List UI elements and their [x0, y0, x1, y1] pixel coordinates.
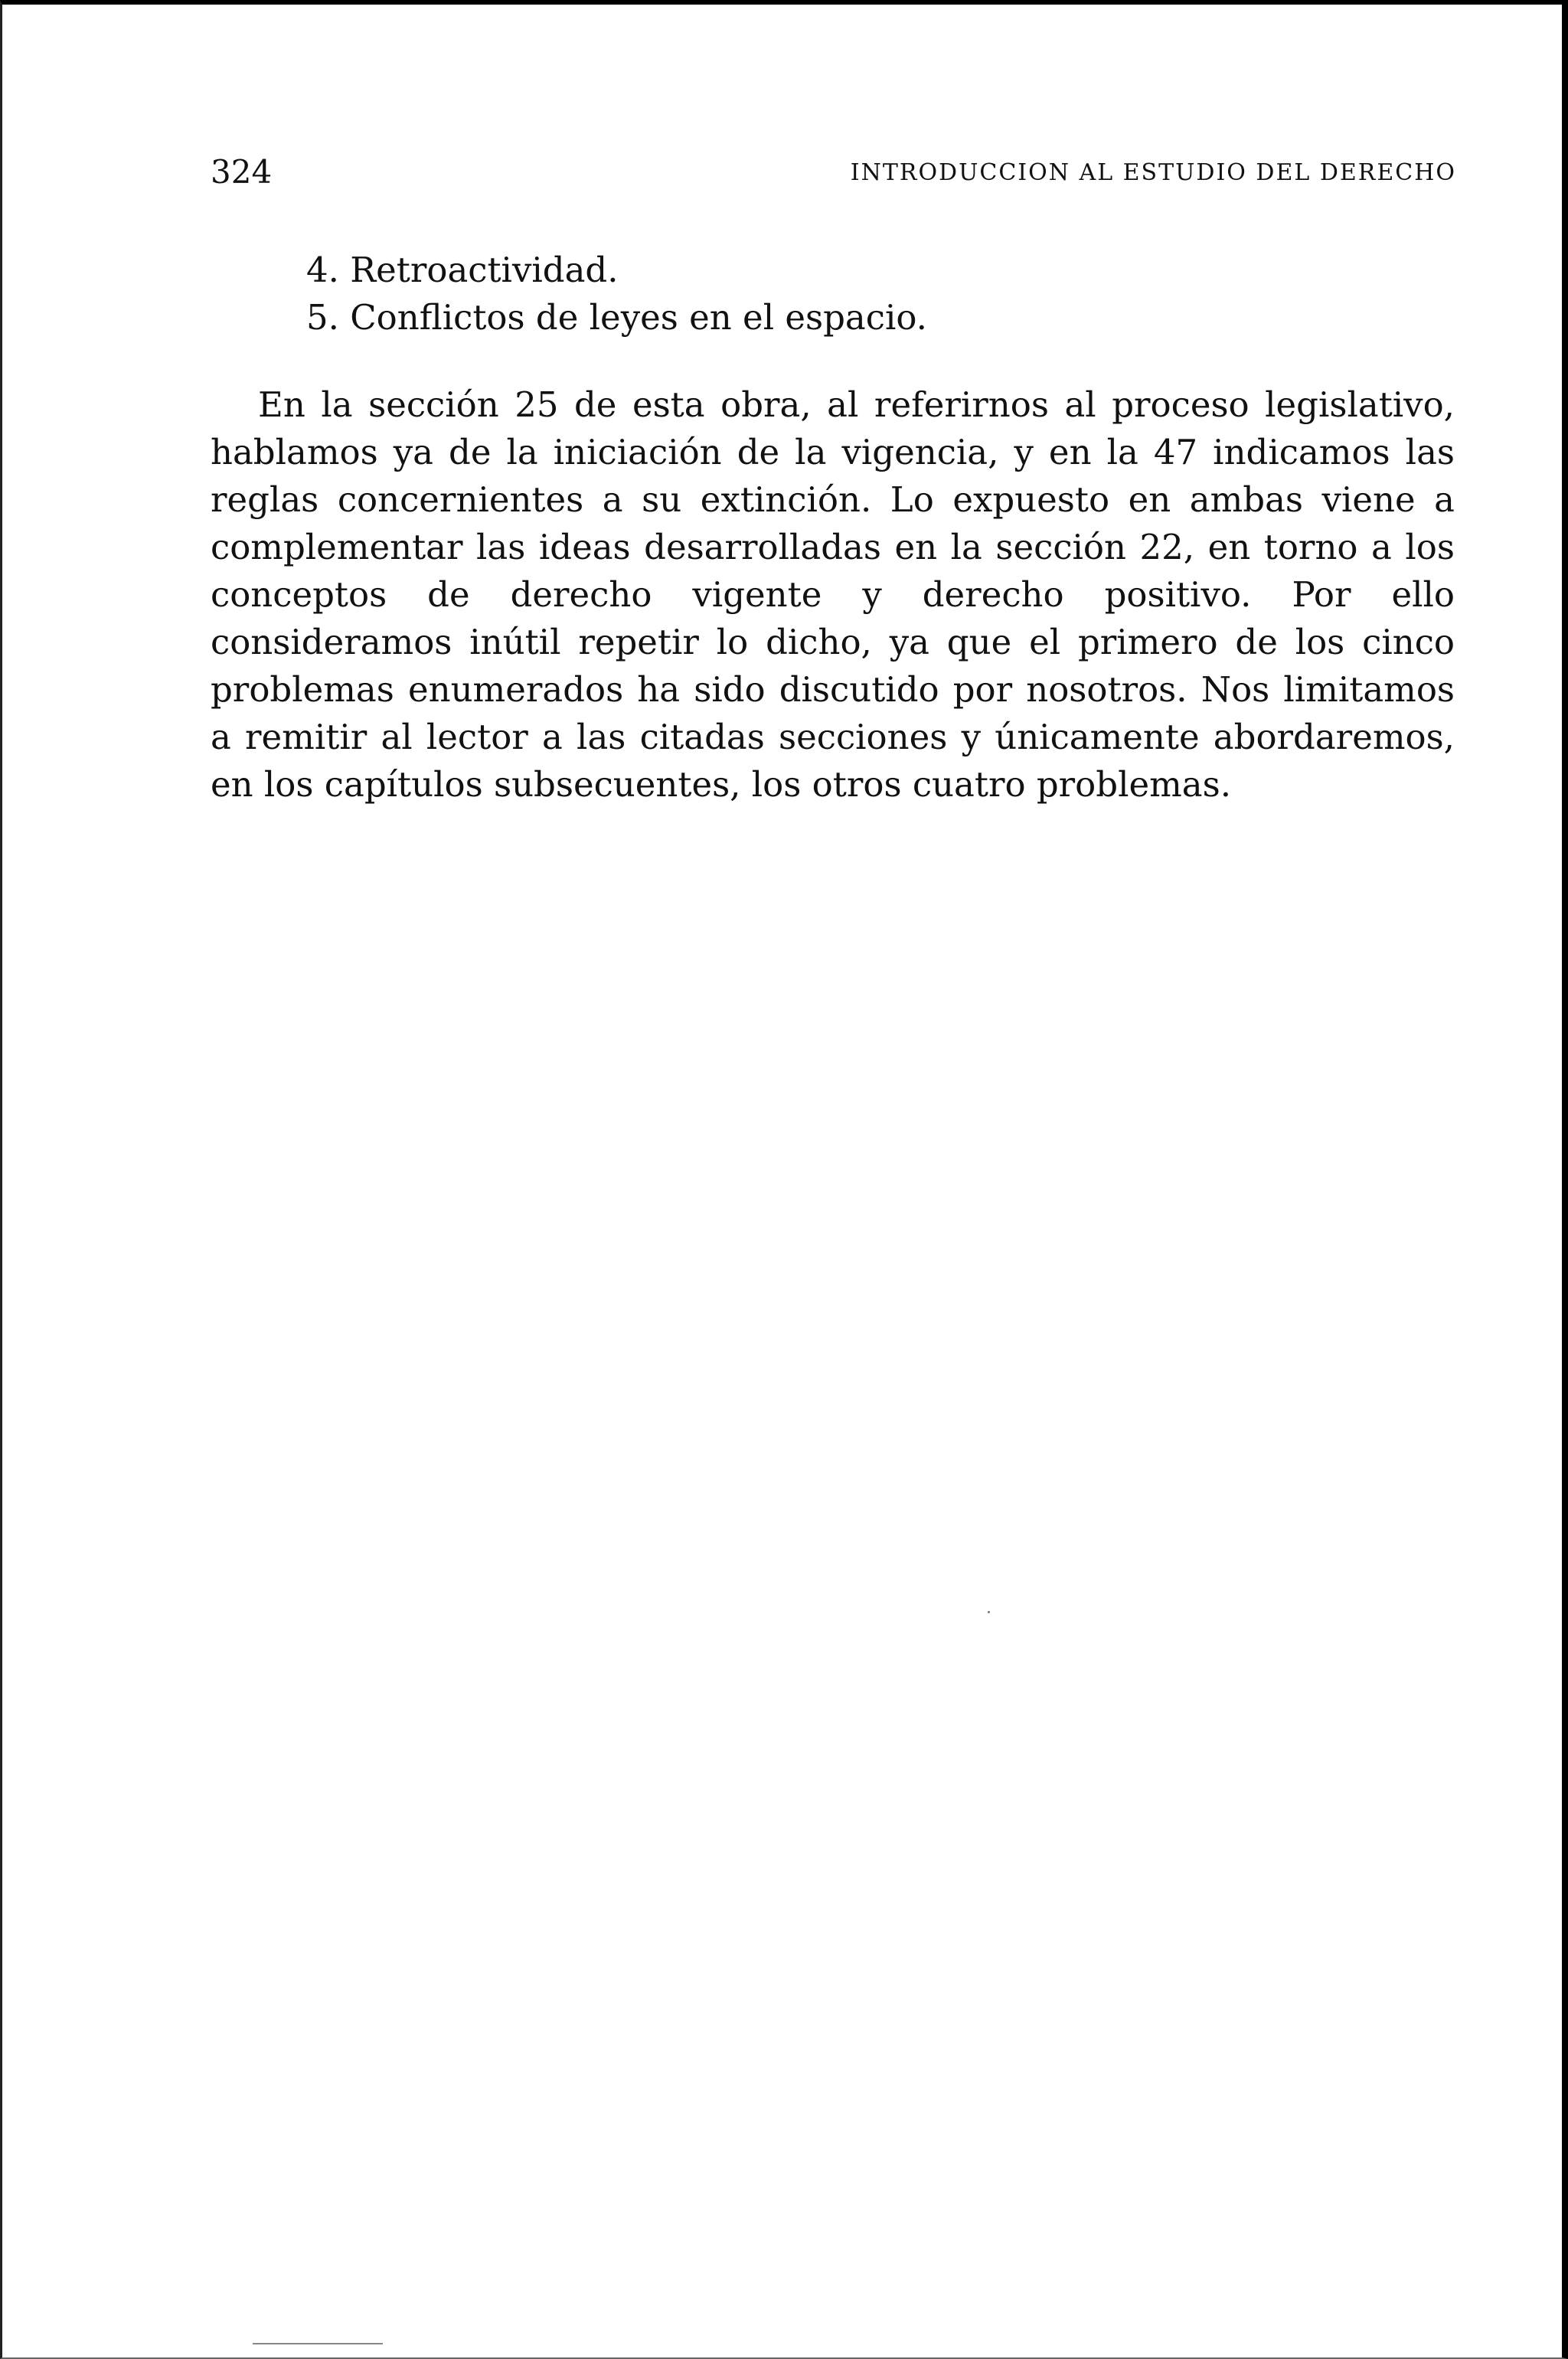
running-header [211, 145, 1455, 191]
scan-bottom-mark [253, 2343, 383, 2344]
scan-speck [988, 1611, 990, 1613]
body-paragraph: En la sección 25 de esta obra, al referirnos al proceso legislativo, hablamos ya de la iniciación de la vigencia, y en la 47 indicamos las reglas concernientes a su extinción. Lo expuesto en ambas viene a complementar las ideas desarrolladas en la sección 22, en torno a los conceptos de derecho vigente y derecho positivo. Por ello consideramos inútil repetir lo dicho, ya que el primero de los cinco problemas enumerados ha sido discutido por nosotros. Nos limitamos a remitir al lector a las citadas secciones y únicamente abordaremos, en los capítulos subsecuentes, los otros cuatro problemas. [211, 384, 1455, 805]
list-item-conflictos: 5. Conflictos de leyes en el espacio. [306, 297, 927, 338]
running-title: INTRODUCCION AL ESTUDIO DEL DERECHO [850, 159, 1456, 186]
enumerated-list [306, 247, 1455, 341]
list-item-retroactividad: 4. Retroactividad. [306, 250, 619, 290]
page-number: 324 [211, 153, 273, 191]
book-page [211, 145, 1455, 843]
